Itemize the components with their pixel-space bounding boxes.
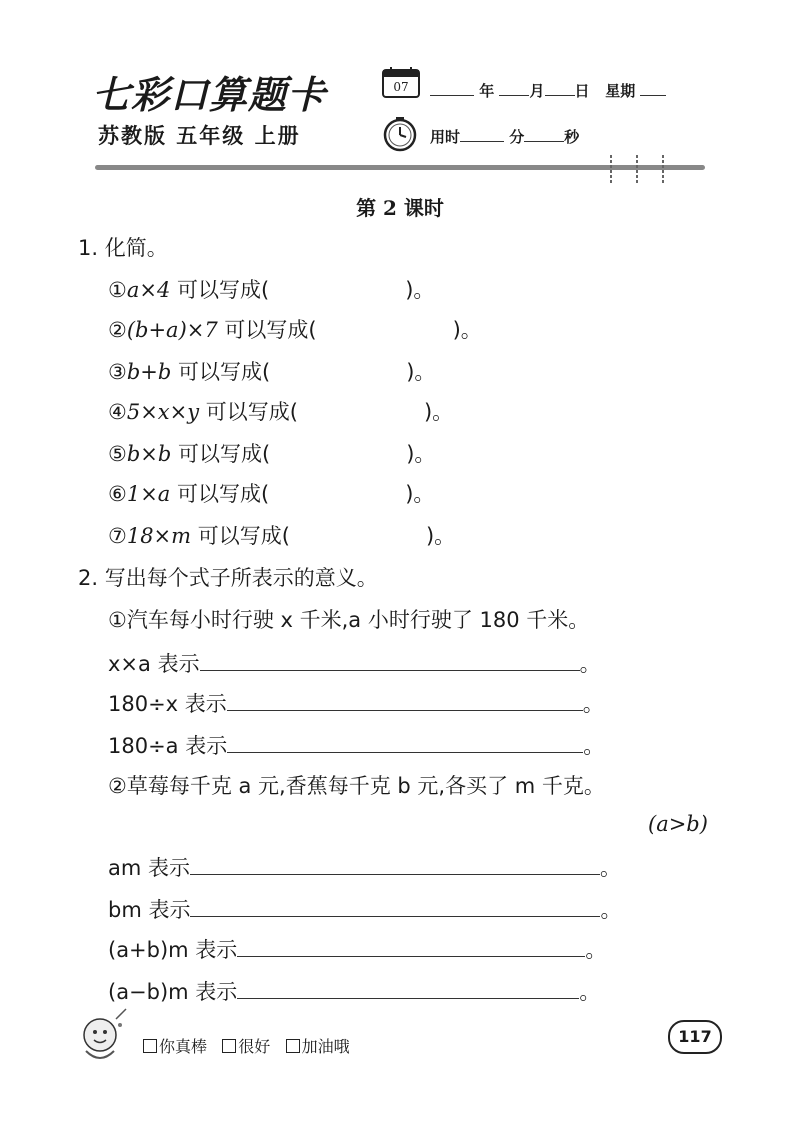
q2-line-3: 180÷a 表示 。 — [108, 734, 605, 758]
day-blank[interactable] — [545, 81, 575, 96]
q1-item-2: ②(b+a)×7 可以写成( )。 — [108, 318, 482, 342]
clock-icon — [382, 116, 418, 152]
q1-item-4: ④5×x×y 可以写成( )。 — [108, 400, 454, 424]
seconds-blank[interactable] — [524, 127, 564, 142]
minutes-blank[interactable] — [460, 127, 504, 142]
q2-part-2-text: ②草莓每千克 a 元,香蕉每千克 b 元,各买了 m 千克。 — [108, 774, 605, 798]
edition-label: 苏教版 五年级 上册 — [98, 124, 301, 148]
seconds-label: 秒 — [564, 128, 580, 146]
weekday-label: 星期 — [605, 82, 636, 100]
meaning-blank-1[interactable] — [200, 650, 580, 671]
q2-line-2: 180÷x 表示 。 — [108, 692, 604, 716]
page-number: 117 — [668, 1020, 722, 1054]
question-1-title: 1. 化简。 — [78, 236, 168, 260]
q1-item-5: ⑤b×b 可以写成( )。 — [108, 442, 436, 466]
checkbox-3[interactable] — [286, 1039, 300, 1053]
q1-item-3: ③b+b 可以写成( )。 — [108, 360, 436, 384]
rating-options: 你真棒 很好 加油哦 — [143, 1034, 350, 1057]
meaning-blank-5[interactable] — [190, 896, 600, 917]
q2-line-6: (a+b)m 表示 。 — [108, 938, 607, 962]
month-blank[interactable] — [499, 81, 529, 96]
q2-line-4: am 表示 。 — [108, 856, 622, 880]
mascot-icon — [72, 1005, 132, 1069]
answer-blank-6[interactable] — [269, 487, 405, 501]
binder-ring-icon — [660, 155, 666, 183]
brand-title: 七彩口算题卡 — [92, 72, 327, 117]
minutes-label: 分 — [509, 128, 525, 146]
q2-line-5: bm 表示 。 — [108, 898, 622, 922]
year-blank[interactable] — [430, 81, 474, 96]
checkbox-1[interactable] — [143, 1039, 157, 1053]
meaning-blank-2[interactable] — [227, 690, 583, 711]
meaning-blank-7[interactable] — [237, 978, 579, 999]
lesson-title: 第 2 课时 — [356, 196, 444, 220]
time-used-label: 用时 — [430, 128, 461, 146]
time-fields — [430, 126, 579, 147]
q2-line-7: (a−b)m 表示 。 — [108, 980, 601, 1004]
answer-blank-1[interactable] — [269, 283, 405, 297]
q1-item-1: ①a×4 可以写成( )。 — [108, 278, 435, 302]
date-fields — [430, 80, 666, 101]
answer-blank-5[interactable] — [270, 447, 406, 461]
checkbox-2[interactable] — [222, 1039, 236, 1053]
binder-ring-icon — [608, 155, 614, 183]
year-label: 年 — [479, 82, 495, 100]
q1-item-7: ⑦18×m 可以写成( )。 — [108, 524, 456, 548]
q2-part-1-text: ①汽车每小时行驶 x 千米,a 小时行驶了 180 千米。 — [108, 608, 590, 632]
q2-condition: (a>b) — [648, 812, 708, 836]
meaning-blank-4[interactable] — [190, 854, 600, 875]
q2-line-1: x×a 表示 。 — [108, 652, 601, 676]
calendar-icon — [382, 66, 420, 98]
answer-blank-7[interactable] — [290, 529, 426, 543]
calendar-number: 07 — [393, 80, 409, 94]
day-label: 日 — [574, 82, 590, 100]
answer-blank-3[interactable] — [270, 365, 406, 379]
binder-ring-icon — [634, 155, 640, 183]
question-2-title: 2. 写出每个式子所表示的意义。 — [78, 566, 378, 590]
meaning-blank-6[interactable] — [237, 936, 585, 957]
answer-blank-4[interactable] — [298, 405, 424, 419]
q1-item-6: ⑥1×a 可以写成( )。 — [108, 482, 435, 506]
month-label: 月 — [529, 82, 545, 100]
answer-blank-2[interactable] — [317, 323, 453, 337]
meaning-blank-3[interactable] — [227, 732, 583, 753]
weekday-blank[interactable] — [640, 81, 666, 96]
